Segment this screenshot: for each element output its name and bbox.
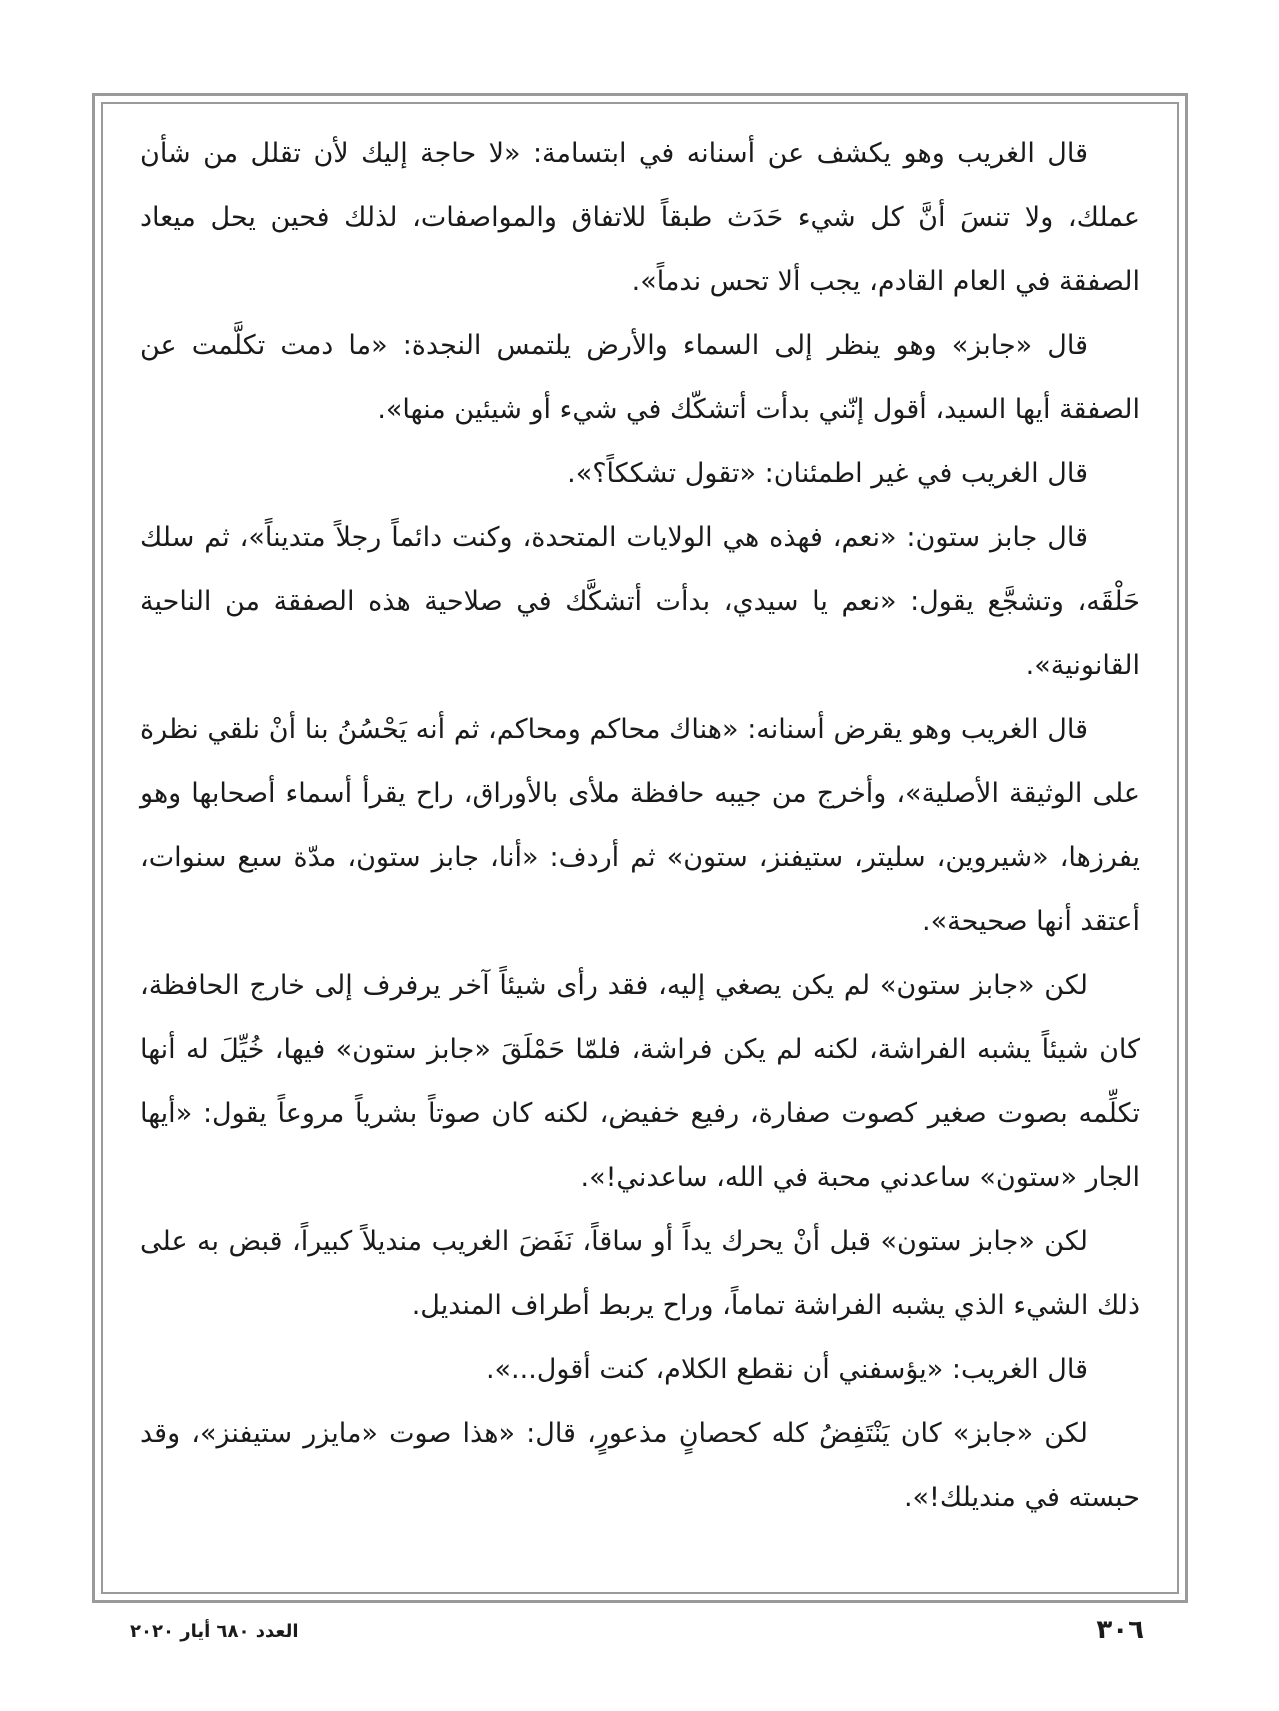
paragraph: لكن «جابز» كان يَنْتَفِضُ كله كحصانٍ مذعورٍ، قال: «هذا صوت «مايزر ستيفنز»، وقد حبسته في منديلك!». [140,1418,1140,1513]
paragraph: قال جابز ستون: «نعم، فهذه هي الولايات المتحدة، وكنت دائماً رجلاً متديناً»، ثم سلك حَلْقَه، وتشجَّع يقول: «نعم يا سيدي، بدأت أتشكَّك في صلاحية هذه الصفقة من الناحية القانونية». [140,522,1140,681]
paragraph: قال الغريب وهو يقرض أسنانه: «هناك محاكم ومحاكم، ثم أنه يَحْسُنُ بنا أنْ نلقي نظرة على الوثيقة الأصلية»، وأخرج من جيبه حافظة ملأى بالأوراق، راح يقرأ أسماء أصحابها وهو يفرزها، «شيروين، سليتر، ستيفنز، ستون» ثم أردف: «أنا، جابز ستون، مدّة سبع سنوات، أعتقد أنها صحيحة». [140,714,1140,937]
paragraph: قال الغريب وهو يكشف عن أسنانه في ابتسامة: «لا حاجة إليك لأن تقلل من شأن عملك، ولا تنسَ أنَّ كل شيء حَدَث طبقاً للاتفاق والمواصفات، لذلك فحين يحل ميعاد الصفقة في العام القادم، يجب ألا تحس ندماً». [140,138,1140,297]
page-number: ٣٠٦ [1096,1615,1144,1645]
paragraph: قال الغريب: «يؤسفني أن نقطع الكلام، كنت أقول...». [485,1354,1088,1385]
page-footer [0,1615,1279,1645]
issue-info: العدد ٦٨٠ أيار ٢٠٢٠ [130,1621,299,1642]
paragraph: لكن «جابز ستون» قبل أنْ يحرك يداً أو ساقاً، نَفَضَ الغريب منديلاً كبيراً، قبض به على ذلك الشيء الذي يشبه الفراشة تماماً، وراح يربط أطراف المنديل. [140,1226,1140,1321]
paragraph: لكن «جابز ستون» لم يكن يصغي إليه، فقد رأى شيئاً آخر يرفرف إلى خارج الحافظة، كان شيئاً يشبه الفراشة، لكنه لم يكن فراشة، فلمّا حَمْلَقَ «جابز ستون» فيها، خُيِّلَ له أنها تكلِّمه بصوت صغير كصوت صفارة، رفيع خفيض، لكنه كان صوتاً بشرياً مروعاً يقول: «أيها الجار «ستون» ساعدني محبة في الله، ساعدني!». [140,970,1140,1193]
paragraph: قال «جابز» وهو ينظر إلى السماء والأرض يلتمس النجدة: «ما دمت تكلَّمت عن الصفقة أيها السيد، أقول إنّني بدأت أتشكّك في شيء أو شيئين منها». [140,330,1140,425]
article-body [140,122,1140,1530]
paragraph: قال الغريب في غير اطمئنان: «تقول تشككاً؟». [567,458,1088,489]
